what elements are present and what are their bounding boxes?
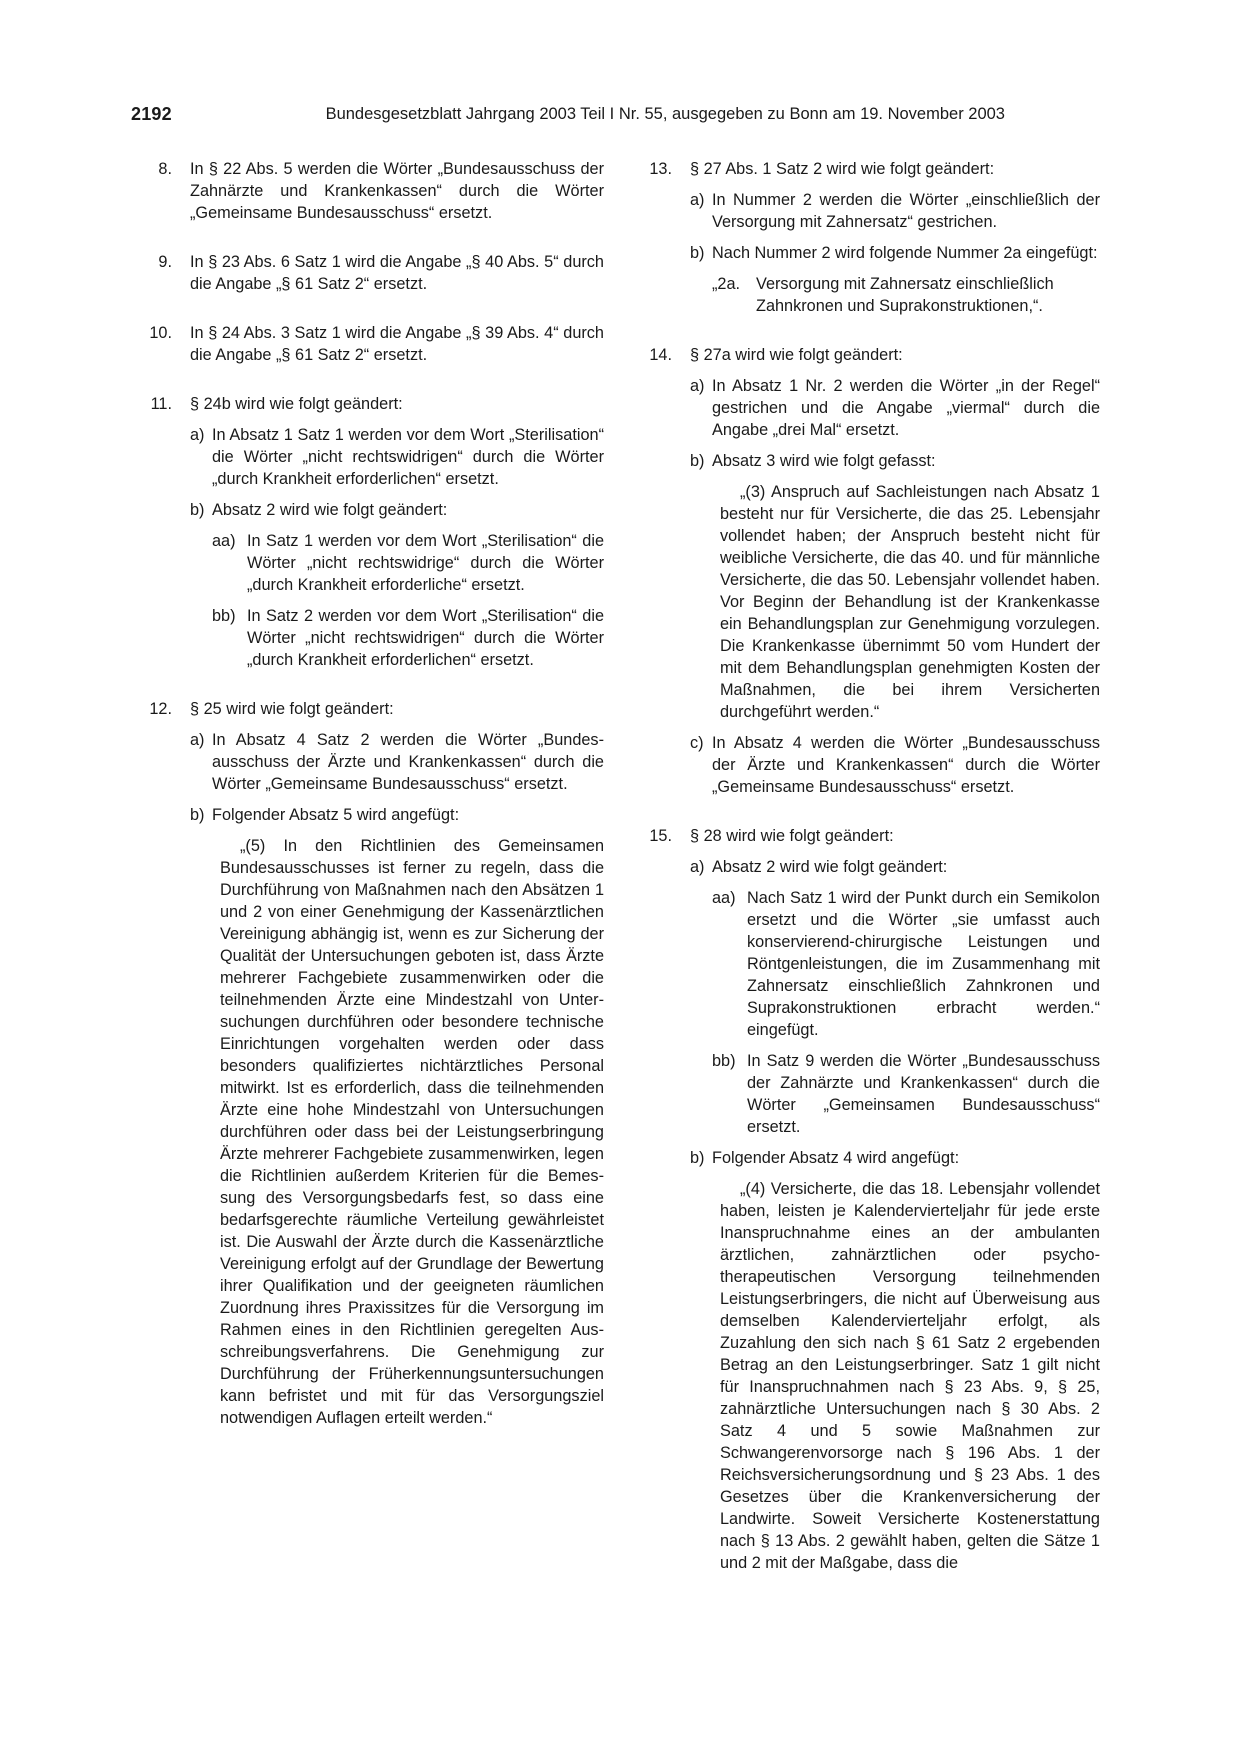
- quote-label: „2a.: [712, 275, 741, 293]
- sub-text: In Nummer 2 werden die Wörter „einschließlich der Versorgung mit Zahnersatz“ gestrichen.: [712, 191, 1100, 231]
- sub-label: b): [690, 1149, 705, 1167]
- sub-text: In Satz 2 werden vor dem Wort „Sterilisation“ die Wörter „nicht rechtswidrigen“ durch die Wörter „durch Krankheit erforderlichen“ ersetzt.: [247, 607, 604, 669]
- sub-item-a: [190, 729, 604, 795]
- sub-label: a): [690, 191, 705, 209]
- list-item-15: [642, 825, 1100, 1574]
- sub-label: b): [690, 452, 705, 470]
- list-item-14: [642, 344, 1100, 798]
- item-text: In § 23 Abs. 6 Satz 1 wird die Angabe „§ 40 Abs. 5“ durch die Angabe „§ 61 Satz 2“ ersetzt.: [190, 253, 604, 293]
- page-number: 2192: [131, 104, 172, 124]
- quote-text: Versorgung mit Zahnersatz einschließlich Zahnkronen und Suprakonstruktionen,“.: [756, 275, 1054, 315]
- item-number: 14.: [649, 346, 672, 364]
- item-text: In § 24 Abs. 3 Satz 1 wird die Angabe „§ 39 Abs. 4“ durch die Angabe „§ 61 Satz 2“ ersetzt.: [190, 324, 604, 364]
- item-number: 11.: [150, 395, 172, 413]
- sub-item-a: [190, 424, 604, 490]
- running-title: Bundesgesetzblatt Jahrgang 2003 Teil I Nr. 55, ausgegeben zu Bonn am 19. November 2003: [325, 105, 1005, 123]
- sub-label: bb): [712, 1052, 736, 1070]
- item-text: § 25 wird wie folgt geändert:: [190, 700, 394, 718]
- sub-item-aa: [712, 887, 1100, 1041]
- item-number: 15.: [649, 827, 672, 845]
- sub-text: Folgender Absatz 4 wird angefügt:: [712, 1149, 960, 1167]
- quoted-paragraph: „(4) Versicherte, die das 18. Lebensjahr vollendet haben, leisten je Kalendervierteljahr für jede erste Inanspruchnahme eines an der ambulanten ärztlichen, zahnärztlichen oder psychotherapeutischen Versorgung teilnehmenden Leistungserbringers, die nicht auf Überweisung aus demselben Kalendervierteljahr erfolgt, als Zuzahlung den sich nach § 61 Satz 2 ergebenden Betrag an den Leistungserbringer. Satz 1 gilt nicht für Inanspruchnahmen nach § 23 Abs. 9, § 25, zahnärztliche Untersuchungen nach § 30 Abs. 2 Satz 4 und 5 sowie Maßnahmen zur Schwangerenvorsorge nach § 196 Abs. 1 der Reichsversicherungsordnung und § 23 Abs. 1 des Gesetzes über die Krankenversicherung der Landwirte. Soweit Versicherte Kostenerstattung nach § 13 Abs. 2 gewählt haben, gelten die Sätze 1 und 2 mit der Maßgabe, dass die: [720, 1180, 1100, 1572]
- sub-item-a: [690, 856, 1100, 1138]
- sub-text: In Absatz 4 werden die Wörter „Bundesausschuss der Ärzte und Krankenkassen“ durch die Wörter „Gemeinsame Bundesausschuss“ ersetzt.: [712, 734, 1100, 796]
- item-text: § 28 wird wie folgt geändert:: [690, 827, 894, 845]
- sub-item-a: [690, 375, 1100, 441]
- sub-text: In Absatz 1 Satz 1 werden vor dem Wort „Sterilisation“ die Wörter „nicht rechtswidrigen“ durch die Wörter „durch Krankheit erforderlichen“ ersetzt.: [212, 426, 604, 488]
- sub-label: aa): [212, 532, 236, 550]
- quoted-number-2a: [712, 273, 1100, 317]
- sub-text: Nach Nummer 2 wird folgende Nummer 2a eingefügt:: [712, 244, 1098, 262]
- sub-label: a): [690, 858, 705, 876]
- left-column: [142, 158, 604, 1453]
- sub-text: In Absatz 1 Nr. 2 werden die Wörter „in der Regel“ gestrichen und die Angabe „viermal“ durch die Angabe „drei Mal“ ersetzt.: [712, 377, 1100, 439]
- sub-item-b: [190, 804, 604, 1429]
- list-item-13: [642, 158, 1100, 317]
- sub-text: In Satz 9 werden die Wörter „Bundesausschuss der Zahnärzte und Krankenkassen“ durch die Wörter „Gemeinsamen Bundesausschuss“ ersetzt.: [747, 1052, 1100, 1136]
- list-item-12: [142, 698, 604, 1429]
- sub-label: a): [190, 731, 205, 749]
- item-number: 8.: [158, 160, 172, 178]
- sub-label: bb): [212, 607, 236, 625]
- list-item-10: [142, 322, 604, 366]
- quoted-paragraph: „(3) Anspruch auf Sachleistungen nach Absatz 1 besteht nur für Versicherte, die das 25. Lebensjahr vollendet haben; der Anspruch besteht nicht für weibliche Versicherte, die das 40. und für männliche Versicherte, die das 50. Lebensjahr vollendet haben. Vor Beginn der Behandlung ist der Krankenkasse ein Behandlungsplan zur Genehmigung vorzulegen. Die Krankenkasse übernimmt 50 vom Hundert der mit dem Behandlungsplan genehmigten Kosten der Maßnahmen, die bei ihrem Versicherten durchgeführt werden.“: [720, 483, 1100, 721]
- item-text: § 27a wird wie folgt geändert:: [690, 346, 903, 364]
- sub-label: b): [190, 501, 205, 519]
- sub-label: b): [190, 806, 205, 824]
- sub-item-aa: [212, 530, 604, 596]
- quoted-paragraph: „(5) In den Richtlinien des Gemeinsamen Bundesausschusses ist ferner zu regeln, dass die Durchführung von Maßnahmen nach den Absätzen 1 und 2 von einer Genehmigung der Kassenärztlichen Vereinigung abhängig ist, wenn es zur Sicherung der Qualität der Untersuchungen geboten ist, dass Ärzte mehrerer Fachgebiete zusammenwirken oder die teilnehmenden Ärzte eine Mindestzahl von Untersuchungen durchführen oder besondere technische Einrichtungen vorgehalten werden oder dass besonders qualifiziertes nichtärztliches Personal mitwirkt. Ist es erforderlich, dass die teilnehmenden Ärzte eine hohe Mindestzahl von Untersuchungen durchführen oder dass bei der Leistungserbringung Ärzte mehrerer Fachgebiete zusammenwirken, legen die Richtlinien außerdem Kriterien für die Bemessung des Versorgungsbedarfs fest, so dass eine bedarfsgerechte räumliche Verteilung gewährleistet ist. Die Auswahl der Ärzte durch die Kassenärztliche Vereinigung erfolgt auf der Grundlage der Bewertung ihrer Qualifikation und der geeigneten räumlichen Zuordnung ihres Praxissitzes für die Versorgung im Rahmen eines in den Richtlinien geregelten Ausschreibungsverfahrens. Die Genehmigung zur Durchführung der Früherkennungsuntersuchungen kann befristet und mit für das Versorgungsziel notwendigen Auflagen erteilt werden.“: [220, 837, 604, 1427]
- list-item-9: [142, 251, 604, 295]
- item-text: § 27 Abs. 1 Satz 2 wird wie folgt geändert:: [690, 160, 995, 178]
- sub-text: Absatz 2 wird wie folgt geändert:: [712, 858, 948, 876]
- sub-text: Nach Satz 1 wird der Punkt durch ein Semikolon ersetzt und die Wörter „sie umfasst auch konservierend-chirurgische Leistungen und Röntgenleistungen, die im Zusammenhang mit Zahnersatz einschließlich Zahnkronen und Suprakonstruktionen erbracht werden.“ eingefügt.: [747, 889, 1100, 1039]
- right-column: [642, 158, 1100, 1598]
- sub-item-a: [690, 189, 1100, 233]
- page-header: [131, 104, 1005, 134]
- sub-item-b: [190, 499, 604, 671]
- sub-text: In Satz 1 werden vor dem Wort „Sterilisation“ die Wörter „nicht rechtswidrige“ durch die Wörter „durch Krankheit erforderliche“ ersetzt.: [247, 532, 604, 594]
- sub-label: a): [690, 377, 705, 395]
- item-text: In § 22 Abs. 5 werden die Wörter „Bundesausschuss der Zahnärzte und Krankenkassen“ durch die Wörter „Gemeinsame Bundesausschuss“ ersetzt.: [190, 160, 604, 222]
- sub-label: aa): [712, 889, 736, 907]
- item-number: 13.: [649, 160, 672, 178]
- sub-text: In Absatz 4 Satz 2 werden die Wörter „Bundesausschuss der Ärzte und Krankenkassen“ durch die Wörter „Gemeinsame Bundesausschuss“ ersetzt.: [212, 731, 604, 793]
- sub-item-b: [690, 450, 1100, 723]
- sub-item-b: [690, 1147, 1100, 1574]
- item-number: 12.: [149, 700, 172, 718]
- sub-item-bb: [212, 605, 604, 671]
- sub-label: c): [690, 734, 704, 752]
- sub-item-b: [690, 242, 1100, 317]
- sub-label: a): [190, 426, 205, 444]
- item-number: 10.: [149, 324, 172, 342]
- sub-item-bb: [712, 1050, 1100, 1138]
- list-item-8: [142, 158, 604, 224]
- sub-item-c: [690, 732, 1100, 798]
- sub-text: Folgender Absatz 5 wird angefügt:: [212, 806, 460, 824]
- sub-label: b): [690, 244, 705, 262]
- item-text: § 24b wird wie folgt geändert:: [190, 395, 403, 413]
- sub-text: Absatz 3 wird wie folgt gefasst:: [712, 452, 936, 470]
- list-item-11: [142, 393, 604, 671]
- item-number: 9.: [158, 253, 172, 271]
- sub-text: Absatz 2 wird wie folgt geändert:: [212, 501, 448, 519]
